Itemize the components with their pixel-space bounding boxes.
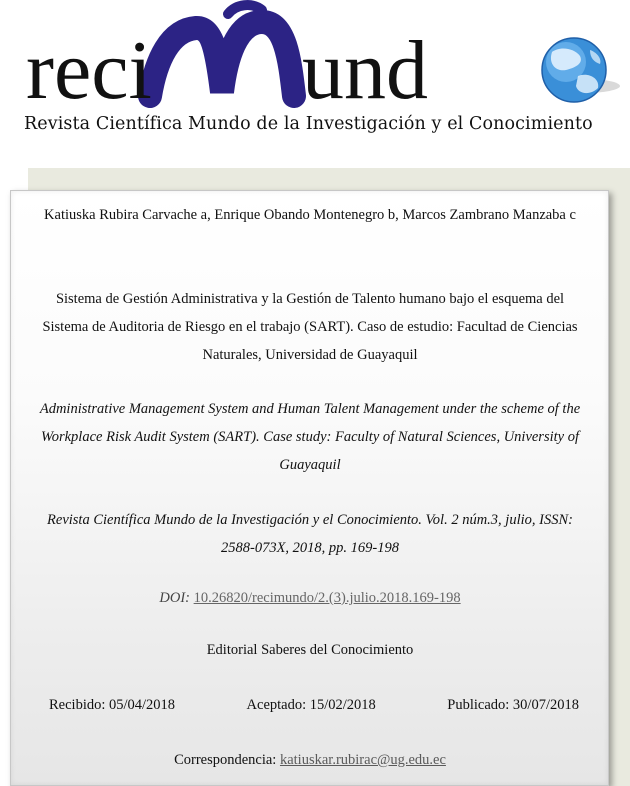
- title-english: Administrative Management System and Human Talent Management under the scheme of the Workplace Risk Audit System (SART). Case study: Faculty of Natural Sciences, University of Guayaquil: [39, 401, 581, 473]
- publisher: Editorial Saberes del Conocimiento: [206, 642, 414, 658]
- journal-header: [0, 0, 630, 150]
- accepted-date: Aceptado: 15/02/2018: [246, 697, 376, 713]
- correspondence-line: [35, 746, 585, 774]
- citation: Revista Científica Mundo de la Investigación y el Conocimiento. Vol. 2 núm.3, julio, ISSN: 2588-073X, 2018, pp. 169-198: [47, 512, 573, 556]
- doi-line: [35, 584, 585, 612]
- published-date: Publicado: 30/07/2018: [447, 697, 579, 713]
- title-spanish: Sistema de Gestión Administrativa y la Gestión de Talento humano bajo el esquema del Sistema de Auditoria de Riesgo en el trabajo (SART). Caso de estudio: Facultad de Ciencias Naturales, Universidad de Guayaquil: [42, 291, 578, 363]
- article-info-card: [10, 190, 609, 786]
- logo-m-swoosh: [150, 22, 294, 96]
- dates-row: [49, 691, 579, 719]
- correspondence-email-link[interactable]: katiuskar.rubirac@ug.edu.ec: [279, 752, 446, 768]
- correspondence-label: Correspondencia:: [174, 752, 277, 768]
- received-date: Recibido: 05/04/2018: [49, 697, 176, 713]
- globe-icon: [542, 38, 620, 102]
- doi-link[interactable]: 10.26820/recimundo/2.(3).julio.2018.169-198: [193, 590, 461, 606]
- journal-logo: [0, 0, 630, 112]
- journal-subtitle: Revista Científica Mundo de la Investigación y el Conocimiento: [24, 114, 593, 134]
- logo-text-left: reci: [26, 24, 152, 112]
- logo-text-right: und: [302, 24, 428, 112]
- doi-label: DOI:: [159, 590, 190, 606]
- authors: Katiuska Rubira Carvache a, Enrique Obando Montenegro b, Marcos Zambrano Manzaba c: [44, 207, 576, 223]
